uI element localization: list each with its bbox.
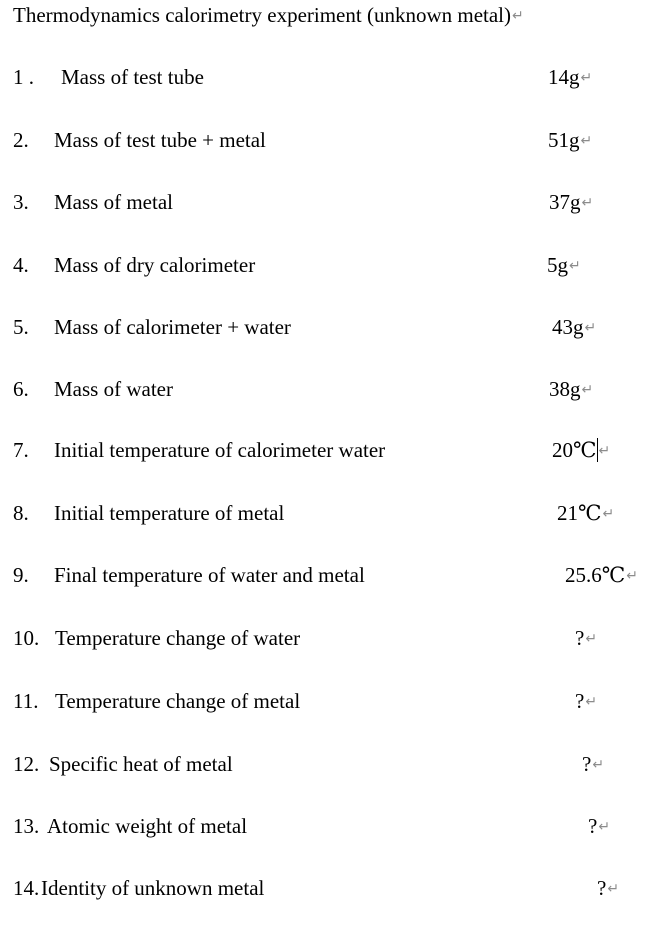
item-value-text: 20℃ <box>552 438 597 462</box>
list-item <box>0 435 648 465</box>
list-item <box>0 374 648 404</box>
item-number: 6. <box>13 377 29 401</box>
list-item <box>0 560 648 590</box>
item-label: Mass of test tube + metal <box>54 128 266 152</box>
text-cursor <box>597 438 598 462</box>
item-value-text: 43g <box>552 315 584 339</box>
item-label: Specific heat of metal <box>49 752 233 776</box>
item-value <box>548 62 592 95</box>
paragraph-mark-icon: ↵ <box>585 694 598 710</box>
document-title <box>13 2 524 31</box>
list-item <box>0 250 648 280</box>
item-label: Mass of metal <box>54 190 173 214</box>
item-number: 10. <box>13 626 40 650</box>
paragraph-mark-icon: ↵ <box>580 133 593 149</box>
paragraph-mark-icon: ↵ <box>592 757 605 773</box>
item-number: 11. <box>13 689 39 713</box>
item-number: 7. <box>13 438 29 462</box>
item-label: Mass of test tube <box>61 65 204 89</box>
item-label: Temperature change of metal <box>55 689 301 713</box>
item-label: Mass of calorimeter + water <box>54 315 291 339</box>
list-item <box>0 62 648 92</box>
item-value <box>548 125 592 158</box>
list-item <box>0 498 648 528</box>
item-value-text: 14g <box>548 65 580 89</box>
item-label: Temperature change of water <box>55 626 301 650</box>
item-value <box>575 686 597 719</box>
paragraph-mark-icon: ↵ <box>580 70 593 86</box>
paragraph-mark-icon: ↵ <box>581 382 594 398</box>
item-number: 8. <box>13 501 29 525</box>
item-value <box>597 873 619 906</box>
item-number: 14. <box>13 876 40 900</box>
item-number: 13. <box>13 814 40 838</box>
paragraph-mark-icon: ↵ <box>512 8 524 24</box>
list-item <box>0 187 648 217</box>
paragraph-mark-icon: ↵ <box>598 443 611 459</box>
list-item <box>0 749 648 779</box>
item-value <box>552 312 596 345</box>
item-label: Identity of unknown metal <box>41 876 265 900</box>
item-label: Mass of water <box>54 377 173 401</box>
item-value <box>588 811 610 844</box>
item-value-text: ? <box>597 876 607 900</box>
list-item <box>0 873 648 903</box>
item-number: 9. <box>13 563 29 587</box>
paragraph-mark-icon: ↵ <box>584 320 597 336</box>
paragraph-mark-icon: ↵ <box>598 819 611 835</box>
list-item <box>0 811 648 841</box>
item-label: Mass of dry calorimeter <box>54 253 256 277</box>
item-value <box>549 374 593 407</box>
paragraph-mark-icon: ↵ <box>585 631 598 647</box>
item-value <box>547 250 581 283</box>
item-number: 12. <box>13 752 40 776</box>
item-value-text: ? <box>588 814 598 838</box>
item-number: 1 . <box>13 65 34 89</box>
item-value <box>582 749 604 782</box>
item-value-text: ? <box>575 689 585 713</box>
item-value-text: ? <box>575 626 585 650</box>
item-number: 2. <box>13 128 29 152</box>
list-item <box>0 312 648 342</box>
paragraph-mark-icon: ↵ <box>581 195 594 211</box>
item-label: Final temperature of water and metal <box>54 563 365 587</box>
list-item <box>0 686 648 716</box>
item-value-text: ? <box>582 752 592 776</box>
paragraph-mark-icon: ↵ <box>626 568 638 584</box>
item-value-text: 21℃ <box>557 501 602 525</box>
item-label: Initial temperature of metal <box>54 501 285 525</box>
title-text: Thermodynamics calorimetry experiment (unknown metal) <box>13 3 512 27</box>
item-value <box>575 623 597 656</box>
item-value <box>549 187 593 220</box>
item-number: 3. <box>13 190 29 214</box>
item-value[interactable] <box>552 435 610 468</box>
list-item <box>0 125 648 155</box>
paragraph-mark-icon: ↵ <box>607 881 620 897</box>
item-label: Initial temperature of calorimeter water <box>54 438 386 462</box>
item-value-text: 5g <box>547 253 568 277</box>
item-value <box>557 498 614 531</box>
item-value-text: 51g <box>548 128 580 152</box>
item-value-text: 37g <box>549 190 581 214</box>
item-number: 4. <box>13 253 29 277</box>
item-value-text: 25.6℃ <box>565 563 626 587</box>
paragraph-mark-icon: ↵ <box>569 258 581 274</box>
paragraph-mark-icon: ↵ <box>602 506 615 522</box>
item-number: 5. <box>13 315 29 339</box>
item-value-text: 38g <box>549 377 581 401</box>
list-item <box>0 623 648 653</box>
item-label: Atomic weight of metal <box>47 814 248 838</box>
item-value <box>565 560 638 593</box>
